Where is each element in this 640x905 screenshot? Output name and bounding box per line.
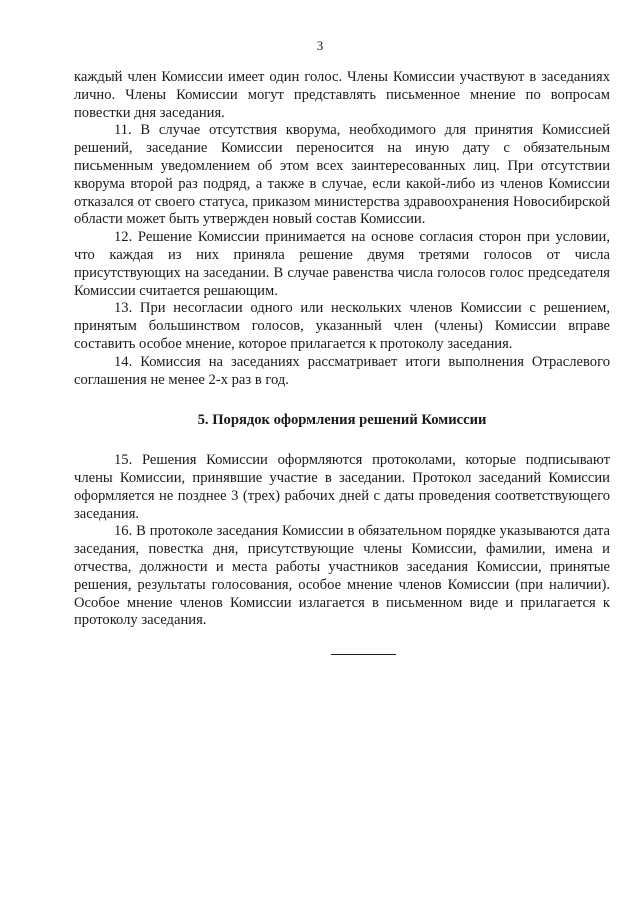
document-body bbox=[74, 69, 610, 630]
paragraph-14: 14. Комиссия на заседаниях рассматривает итоги выполнения Отраслевого соглашения не менее 2-х раз в год. bbox=[74, 353, 610, 388]
paragraph-15: 15. Решения Комиссии оформляются протоколами, которые подписывают члены Комиссии, принявшие участие в заседании. Протокол заседаний Комиссии оформляется не позднее 3 (трех) рабочих дней с даты проведения соответствующего заседания. bbox=[74, 452, 610, 522]
paragraph-13: 13. При несогласии одного или нескольких членов Комиссии с решением, принятым большинством голосов, указанный член (члены) Комиссии вправе составить особое мнение, которое прилагается к протоколу заседания. bbox=[74, 300, 610, 352]
paragraph-16: 16. В протоколе заседания Комиссии в обязательном порядке указываются дата заседания, повестка дня, присутствующие члены Комиссии, фамилии, имена и отчества, должности и места работы участников заседания Комиссии, принятые решения, результаты голосования, особое мнение членов Комиссии (при наличии). Особое мнение членов Комиссии излагается в письменном виде и прилагается к протоколу заседания. bbox=[74, 523, 610, 629]
paragraph-11: 11. В случае отсутствия кворума, необходимого для принятия Комиссией решений, заседание Комиссии переносится на иную дату с обязательным письменным уведомлением об этом всех заинтересованных лиц. При отсутствии кворума второй раз подряд, а также в случае, если какой-либо из членов Комиссии отказался от своего статуса, приказом министерства здравоохранения Новосибирской области может быть утвержден новый состав Комиссии. bbox=[74, 122, 610, 228]
paragraph-12: 12. Решение Комиссии принимается на основе согласия сторон при условии, что каждая из них приняла решение двумя третями голосов от числа присутствующих на заседании. В случае равенства числа голосов голос председателя Комиссии считается решающим. bbox=[74, 229, 610, 299]
page-number: 3 bbox=[316, 38, 324, 53]
paragraph-continuation: каждый член Комиссии имеет один голос. Члены Комиссии участвуют в заседаниях лично. Члены Комиссии могут представлять письменное мнение по вопросам повестки дня заседания. bbox=[74, 69, 610, 121]
end-of-document-rule bbox=[331, 654, 396, 655]
section-heading: 5. Порядок оформления решений Комиссии bbox=[197, 412, 487, 429]
